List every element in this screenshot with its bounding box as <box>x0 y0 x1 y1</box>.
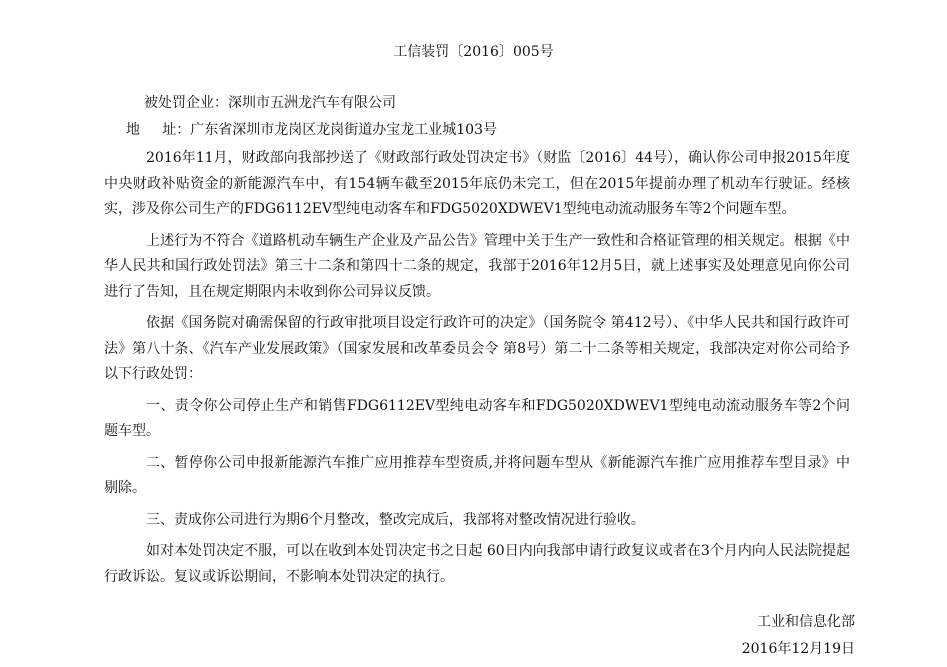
address-line <box>126 120 497 140</box>
paragraph-penalty-1: 一、责令你公司停止生产和销售FDG6112EV型纯电动客车和FDG5020XDWEV1型纯电动流动服务车等2个问题车型。 <box>104 397 850 439</box>
paragraph-appeal: 如对本处罚决定不服，可以在收到本处罚决定书之日起 60日内向我部申请行政复议或者在3个月内向人民法院提起行政诉讼。复议或诉讼期间，不影响本处罚决定的执行。 <box>104 543 850 585</box>
document-body <box>104 146 850 596</box>
paragraph-penalty-2: 二、暂停你公司申报新能源汽车推广应用推荐车型资质,并将问题车型从《新能源汽车推广应用推荐车型目录》中剔除。 <box>104 454 850 496</box>
address-label <box>126 122 190 138</box>
paragraph-violation: 上述行为不符合《道路机动车辆生产企业及产品公告》管理中关于生产一致性和合格证管理的相关规定。根据《中华人民共和国行政处罚法》第三十二条和第四十二条的规定，我部于2016年12月5日，就上述事实及处理意见向你公司进行了告知，且在规定期限内未收到你公司异议反馈。 <box>104 232 850 300</box>
issuing-authority: 工业和信息化部 <box>757 614 855 630</box>
document-number: 工信装罚〔2016〕005号 <box>393 44 554 60</box>
issue-date: 2016年12月19日 <box>741 641 855 657</box>
address-label-char1: 地 <box>126 122 140 138</box>
paragraph-legal-basis: 依据《国务院对确需保留的行政审批项目设定行政许可的决定》（国务院令 第412号）、《中华人民共和国行政许可法》第八十条、《汽车产业发展政策》（国家发展和改革委员会令 第8号）第二十二条等相关规定，我部决定对你公司给予以下行政处罚： <box>104 315 850 382</box>
penalized-company-line <box>144 93 396 113</box>
penalized-company-label: 被处罚企业： <box>144 95 228 111</box>
address-label-char2: 址： <box>162 122 191 138</box>
address-value: 广东省深圳市龙岗区龙岗街道办宝龙工业城103号 <box>190 122 497 138</box>
paragraph-penalty-3: 三、责成你公司进行为期6个月整改，整改完成后，我部将对整改情况进行验收。 <box>146 511 645 528</box>
paragraph-facts: 2016年11月，财政部向我部抄送了《财政部行政处罚决定书》（财监〔2016〕44号），确认你公司申报2015年度中央财政补贴资金的新能源汽车中，有154辆车截至2015年底仍未完工，但在2015年提前办理了机动车行驶证。经核实，涉及你公司生产的FDG6112EV型纯电动客车和FDG5020XDWEV1型纯电动流动服务车等2个问题车型。 <box>104 150 850 217</box>
penalized-company-name: 深圳市五洲龙汽车有限公司 <box>228 95 396 111</box>
